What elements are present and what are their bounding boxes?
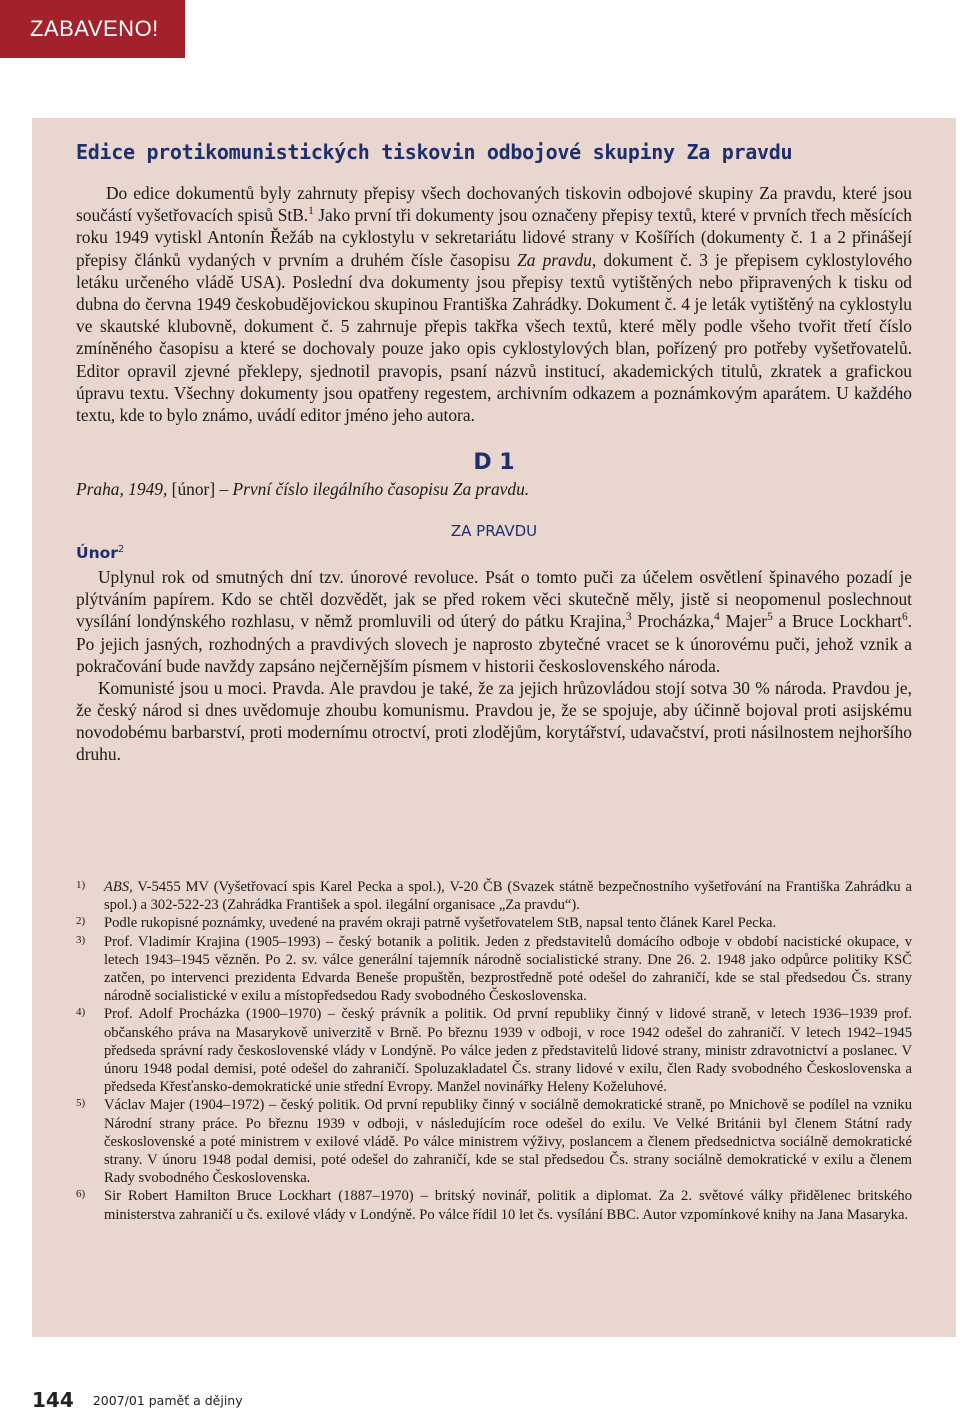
footnote-ref-5[interactable]: 5 <box>767 611 773 624</box>
footnote-ref-6[interactable]: 6 <box>901 611 908 624</box>
article-paragraph-2: Komunisté jsou u moci. Pravda. Ale pravdou je také, že za jejich hrůzovládou stojí sotva 30 % národa. Pravdou je, že český národ si dnes uvědomuje zhoubu komunismu. Pravdou je, že se spojuje, aby účinně bojoval proti asijskému novodobému barbarství, proti modernímu otroctví, proti zlodějům, korytářství, udavačství, proti násilnostem nejhoršího druhu. <box>76 677 912 764</box>
journal-issue: 2007/01 paměť a dějiny <box>92 1392 243 1408</box>
footnotes <box>76 878 912 1224</box>
edition-heading: Edice protikomunistických tiskovin odbojové skupiny Za pravdu <box>76 140 793 164</box>
footnote-ref-3[interactable]: 3 <box>626 611 632 624</box>
footnote: 5) Václav Majer (1904–1972) – český politik. Od první republiky činný v sociálně demokratické straně, po Mnichově se podílel na vzniku Národní strany práce. Po březnu 1939 v odboji, v následujícím roce odešel do exilu. Ve Velké Británii byl členem Státní rady československé a poté ministrem v exilové vládě. Po válce ministrem výživy, poslancem a členem předsednictva sociálně demokratické strany. V únoru 1948 podal demisi, poté odešel do zahraničí, kde se stal předsedou Čs. strany sociálně demokratické v exilu a členem Rady svobodného Československa. <box>76 1097 912 1187</box>
document-description: Praha, 1949, [únor] – První číslo ilegálního časopisu Za pravdu. <box>76 479 530 500</box>
footnote-ref-1[interactable]: 1 <box>308 205 314 218</box>
document-number: D 1 <box>473 450 515 476</box>
footnote-ref-4[interactable]: 4 <box>714 611 720 624</box>
page-footer <box>32 1388 243 1412</box>
zabaveno-badge: ZABAVENO! <box>0 0 185 58</box>
document-panel <box>32 118 956 1337</box>
intro-paragraph: Do edice dokumentů byly zahrnuty přepisy všech dochovaných tiskovin odbojové skupiny Za pravdu, které jsou součástí vyšetřovacích spisů StB.$^1$ Jako první tři dokumenty jsou označeny přepisy textů, které v prvních třech měsících roku 1949 vytiskl Antonín Řežáb na cyklostylu v sekretariátu lidové strany v Košířích (dokumenty č. 1 a 2 přinášejí přepisy článků vydaných v prvním a druhém čísle časopisu Za pravdu, dokument č. 3 je přepisem cyklostylového letáku určeného vládě USA). Poslední dva dokumenty jsou přepisy textů vytištěných nebo připravených k tisku od dubna do června 1949 českobudějovickou skupinou Františka Zahrádky. Dokument č. 4 je leták vytištěný na cyklostylu ve skautské klubovně, dokument č. 5 zahrnuje přepis takřka všech textů, které měly podle všeho tvořit třetí číslo zmíněného časopisu a které se dochovaly pouze jako opis cyklostylových blan, pořízený pro potřeby vyšetřovatelů. Editor opravil zjevné překlepy, sjednotil pravopis, psaní názvů institucí, akademických titulů, zkratek a grafickou úpravu textu. Všechny dokumenty jsou opatřeny regestem, archivním odkazem a poznámkovým aparátem. U každého textu, kde to bylo známo, uvádí editor jméno jeho autora. <box>76 183 913 426</box>
footnote: 3) Prof. Vladimír Krajina (1905–1993) – český botanik a politik. Jeden z představitelů domácího odboje v období nacistické okupace, v letech 1943–1945 vězněn. Po 2. sv. válce generální tajemník národně socialistické strany. Dne 26. 2. 1948 jako odpůrce politiky KSČ zatčen, po intervenci prezidenta Edvarda Beneše propuštěn, bezprostředně poté odešel do zahraničí, kde se stal předsedou Čs. strany národně socialistické v exilu a místopředsedou Rady svobodného Československa. <box>76 933 912 1005</box>
article-paragraph-1: Uplynul rok od smutných dní tzv. únorové revoluce. Psát o tomto puči za účelem osvětlení špinavého pozadí je plýtváním papírem. Kdo se chtěl dozvědět, jak se před rokem věci skutečně měly, jistě si neopomenul poslechnout vysílání londýnského rozhlasu, v němž promluvili od úterý do pátku Krajina,$^3$ Procházka,$^4$ Majer$^5$ a Bruce Lockhart$^6$. Po jejich jasných, rozhodných a pravdivých slovech je naprosto zbytečné vracet se k únorovému puči, jehož vznik a pokračování bude navždy zapsáno nejčernějším písmem v historii československého národa. <box>76 567 912 676</box>
page-number: 144 <box>32 1388 74 1412</box>
newspaper-title: ZA PRAVDU <box>450 522 538 541</box>
footnote: 6) Sir Robert Hamilton Bruce Lockhart (1887–1970) – britský novinář, politik a diplomat. Za 2. světové války přidělenec britského ministerstva zahraničí u čs. exilové vlády v Londýně. Po válce řídil 10 let čs. vysílání BBC. Autor vzpomínkové knihy na Jana Masaryka. <box>76 1188 912 1223</box>
footnote: 1) ABS, V-5455 MV (Vyšetřovací spis Karel Pecka a spol.), V-20 ČB (Svazek státně bezpečnostního vyšetřování na Františka Zahrádku a spol.) a 302-522-23 (Zahrádka František a spol. ilegální organisace „Za pravdu“). <box>76 879 912 914</box>
footnote: 4) Prof. Adolf Procházka (1900–1970) – český právník a politik. Od první republiky činný v lidové straně, v letech 1936–1939 prof. občanského práva na Masarykově univerzitě v Brně. Po březnu 1939 v odboji, v roce 1942 odešel do zahraničí. V letech 1942–1945 předseda správní rady československé vlády v Londýně. Po válce jeden z představitelů lidové strany, ministr zdravotnictví a poslanec. V únoru 1948 podal demisi, poté odešel do zahraničí. Spoluzakladatel Čs. strany lidové v exilu, člen Rady svobodného Československa a předseda Křesťansko-demokratické unie střední Evropy. Manžel novinářky Heleny Koželuhové. <box>76 1006 912 1096</box>
article-title: Únor$^2$ <box>76 544 125 563</box>
footnote-ref-2[interactable]: 2 <box>117 544 125 556</box>
footnote: 2) Podle rukopisné poznámky, uvedené na pravém okraji patrně vyšetřovatelem StB, napsal tento článek Karel Pecka. <box>76 915 777 932</box>
